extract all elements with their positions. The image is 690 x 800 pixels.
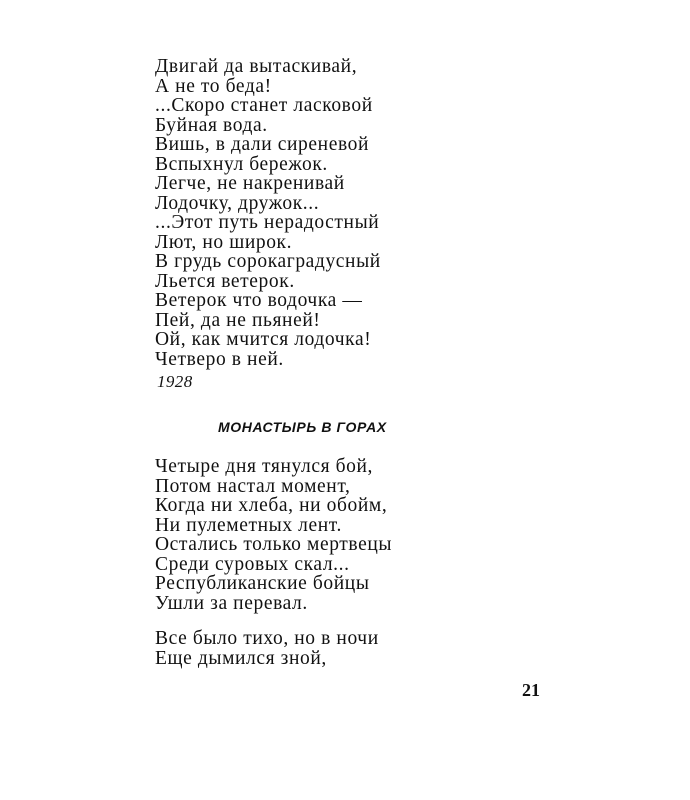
poem-line: Все было тихо, но в ночи <box>155 628 379 649</box>
poem-line: Республиканские бойцы <box>155 573 370 594</box>
poem-line: Ой, как мчится лодочка! <box>155 329 372 350</box>
poem-line: Еще дымился зной, <box>155 647 327 669</box>
poem-line: Вишь, в дали сиреневой <box>155 134 370 155</box>
poem-date: 1928 <box>157 372 193 391</box>
poem-line: Льется ветерок. <box>155 270 295 292</box>
poem-line: Когда ни хлеба, ни обойм, <box>155 495 388 516</box>
poem-line: Ветерок что водочка — <box>155 290 363 311</box>
poem-line: Лодочку, дружок... <box>155 192 320 214</box>
poem-line: Остались только мертвецы <box>155 534 393 555</box>
poem-line: Четыре дня тянулся бой, <box>155 456 374 477</box>
poem-line: Потом настал момент, <box>155 475 351 497</box>
poem-line: Ни пулеметных лент. <box>155 514 342 536</box>
poem-line: Легче, не накренивай <box>155 173 345 194</box>
poem-stanza <box>155 629 379 668</box>
poem-line: Лют, но широк. <box>155 231 293 253</box>
poem-line: Буйная вода. <box>155 114 268 136</box>
poem-line: Четверо в ней. <box>155 348 284 370</box>
poem-line: Двигай да вытаскивай, <box>155 56 358 77</box>
poem-line: Пей, да не пьяней! <box>155 309 321 331</box>
poem-line: Вспыхнул бережок. <box>155 153 328 175</box>
poem-line: ...Скоро станет ласковой <box>155 95 373 116</box>
poem-line: ...Этот путь нерадостный <box>155 212 380 233</box>
poem-stanza <box>155 57 381 369</box>
page-number: 21 <box>522 680 540 700</box>
poem-stanza <box>155 457 392 613</box>
poem-title: МОНАСТЫРЬ В ГОРАХ <box>218 419 387 435</box>
poem-line: В грудь сорокаградусный <box>155 251 381 272</box>
poem-line: Среди суровых скал... <box>155 553 350 575</box>
poem-line: Ушли за перевал. <box>155 592 308 614</box>
poem-line: А не то беда! <box>155 75 272 97</box>
